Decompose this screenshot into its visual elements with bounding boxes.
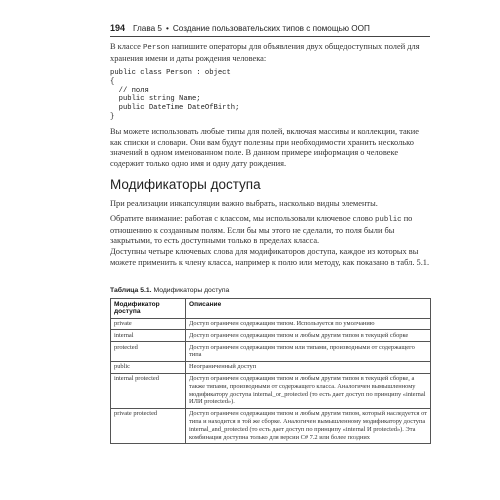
header-rule — [110, 36, 430, 37]
modifier-cell: private protected — [111, 408, 186, 443]
chapter-label: Глава 5 — [133, 24, 162, 33]
table-row — [111, 330, 431, 342]
modifier-cell: protected — [111, 342, 186, 362]
header-bullet: • — [165, 24, 169, 33]
description-cell: Доступ ограничен содержащим типом и любым другим типом в текущей сборке — [186, 330, 431, 342]
modifier-cell: public — [111, 361, 186, 373]
modifier-cell: private — [111, 318, 186, 330]
description-cell: Доступ ограничен содержащим типом или типами, производными от содержащего типа — [186, 342, 431, 362]
section-heading: Модификаторы доступа — [110, 177, 261, 192]
table-row — [111, 408, 431, 443]
table-caption-label: Таблица 5.1. — [110, 287, 152, 294]
table-caption — [110, 287, 229, 294]
code-block: public class Person : object { // поля public string Name; public DateTime DateOfBirth; } — [110, 69, 240, 121]
column-header-modifier: Модификатор доступа — [111, 299, 186, 319]
description-cell: Доступ ограничен содержащим типом. Используется по умолчанию — [186, 318, 431, 330]
description-cell: Доступ ограничен содержащим типом и любым другим типом, который наследуется от типа и находится в той же сборке. Аналогичен вымышленному модификатору доступа internal_and_protected (то есть дает доступ по принципу «internal И protected»). Эта комбинация доступна только для версии C# 7.2 или более поздних — [186, 408, 431, 443]
description-cell: Доступ ограничен содержащим типом и любым другим типом в текущей сборке, а также типами, производными от содержащего класса. Аналогичен вымышленному модификатору доступа internal_or_protected (то есть дает доступ по принципу «internal ИЛИ protected»). — [186, 373, 431, 408]
public-keyword-code: public — [374, 216, 402, 224]
access-modifiers-table — [110, 298, 431, 444]
modifier-cell: internal — [111, 330, 186, 342]
note-text-start: Обратите внимание: работая с классом, мы использовали ключевое слово — [110, 214, 375, 223]
table-row — [111, 373, 431, 408]
table-header-row — [111, 299, 431, 319]
description-cell: Неограниченный доступ — [186, 361, 431, 373]
chapter-title: Создание пользовательских типов с помощью ООП — [172, 24, 370, 33]
table-row — [111, 342, 431, 362]
class-name-code: Person — [143, 44, 170, 52]
modifier-cell: internal protected — [111, 373, 186, 408]
page-number: 194 — [110, 23, 126, 33]
table-row — [111, 361, 431, 373]
four-keywords-paragraph: Доступны четыре ключевых слова для модификаторов доступа, каждое из которых вы можете применить к члену класса, например к полю или методу, как показано в табл. 5.1. — [110, 247, 430, 267]
table-caption-text: Модификаторы доступа — [151, 287, 230, 294]
column-header-description: Описание — [186, 299, 431, 319]
running-header — [110, 23, 430, 33]
intro-paragraph — [110, 42, 430, 64]
intro-text-start: В классе — [110, 42, 143, 51]
intro-text-end: напишите операторы для объявления двух общедоступных полей для хранения имени и даты рождения человека: — [110, 42, 420, 63]
table-row — [111, 318, 431, 330]
note-text-end: по отношению к созданным полям. Если бы мы этого не сделали, то поля были бы закрытыми, то есть доступными только в пределах класса. — [110, 214, 413, 246]
public-note-paragraph — [110, 214, 430, 247]
types-paragraph: Вы можете использовать любые типы для полей, включая массивы и коллекции, такие как списки и словари. Они вам будут полезны при необходимости хранить несколько значений в одном именованном поле. В данном примере информация о человеке содержит только одно имя и одну дату рождения. — [110, 127, 419, 168]
encapsulation-paragraph: При реализации инкапсуляции важно выбрать, насколько видны элементы. — [110, 199, 378, 208]
